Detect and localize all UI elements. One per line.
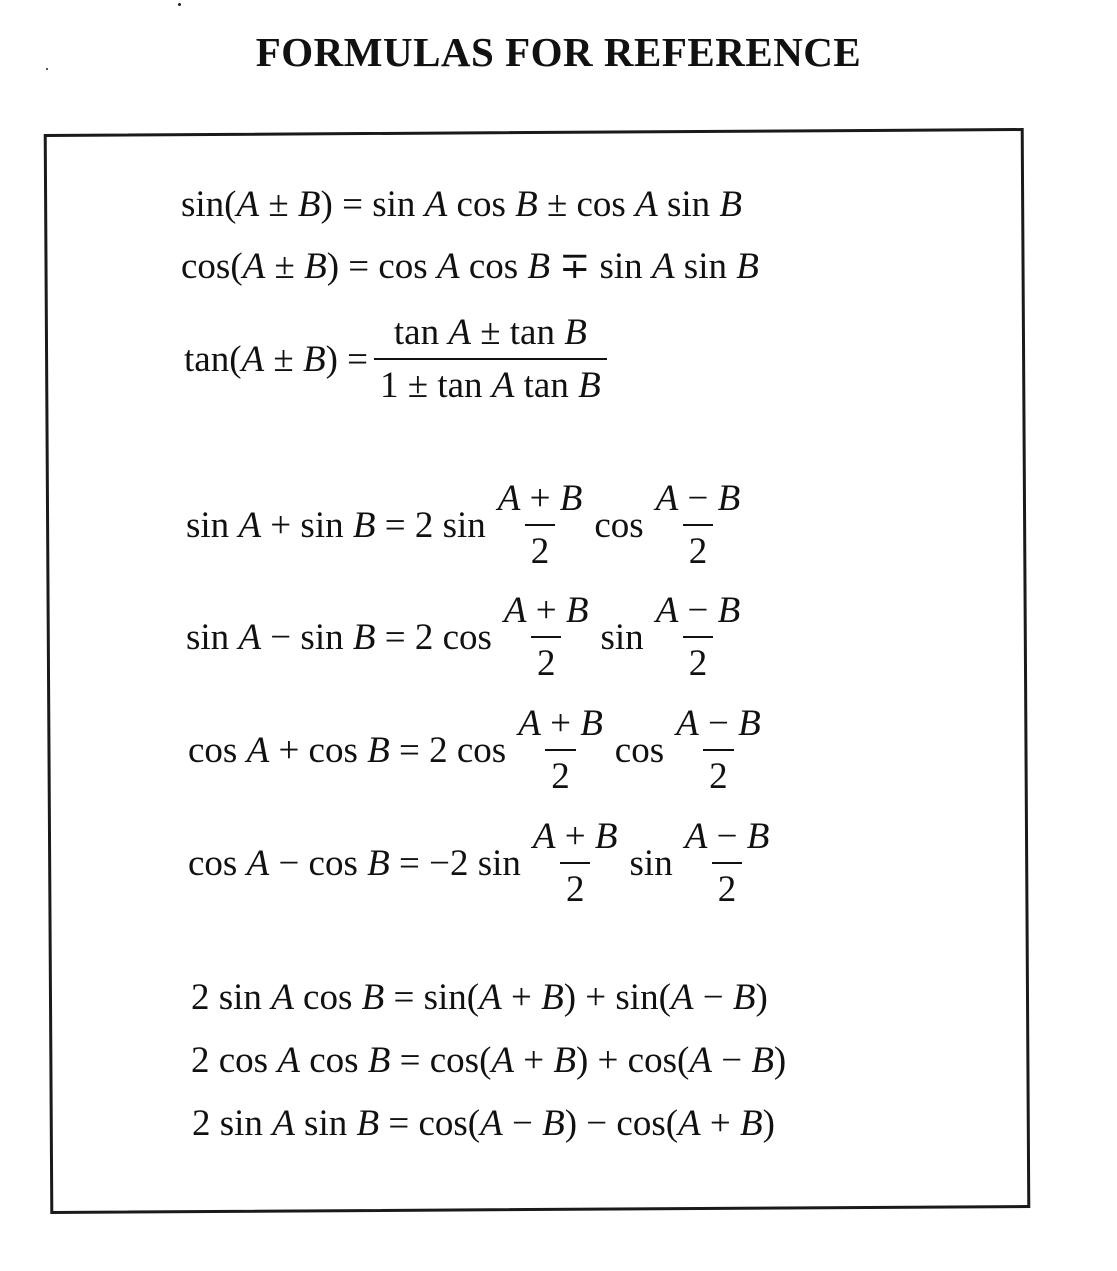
formula-sin-cos-product: 2 sin A cos B = sin( A + B ) + sin( A − B ) (191, 977, 768, 1018)
formula-sin-sum: sin( A ± B ) = sin A cos B ± cos A sin B (181, 184, 742, 225)
formula-sin-minus-sin: sin A − sin B = 2 cos $\frac{A + B}{2}$ sin $\frac{A - B}{2}$ (186, 590, 741, 684)
tan-fraction: $\frac{\text{tan A ± tan B}}{\text{1 ± tan A tan B}}$ (374, 314, 607, 404)
speck-mark (178, 3, 181, 6)
formula-tan-sum: tan( A ± B ) = $\frac{\text{tan A ± tan B}}{\text{1 ± tan A tan B}}$ (184, 314, 613, 404)
formula-cos-minus-cos: cos A − cos B = −2 sin $\frac{A + B}{2}$ sin $\frac{A - B}{2}$ (188, 816, 770, 910)
formula-sin-sin-product: 2 sin A sin B = cos( A − B ) − cos( A + B ) (192, 1103, 775, 1144)
formula-cos-cos-product: 2 cos A cos B = cos( A + B ) + cos( A − B ) (191, 1040, 787, 1081)
page-title: FORMULAS FOR REFERENCE (255, 29, 862, 75)
formula-cos-plus-cos: cos A + cos B = 2 cos $\frac{A + B}{2}$ cos $\frac{A - B}{2}$ (188, 703, 761, 797)
formula-cos-sum: cos( A ± B ) = cos A cos B ∓ sin A sin B (181, 246, 759, 287)
formula-sin-plus-sin: sin A + sin B = 2 sin $\frac{A + B}{2}$ cos $\frac{A - B}{2}$ (186, 478, 741, 572)
